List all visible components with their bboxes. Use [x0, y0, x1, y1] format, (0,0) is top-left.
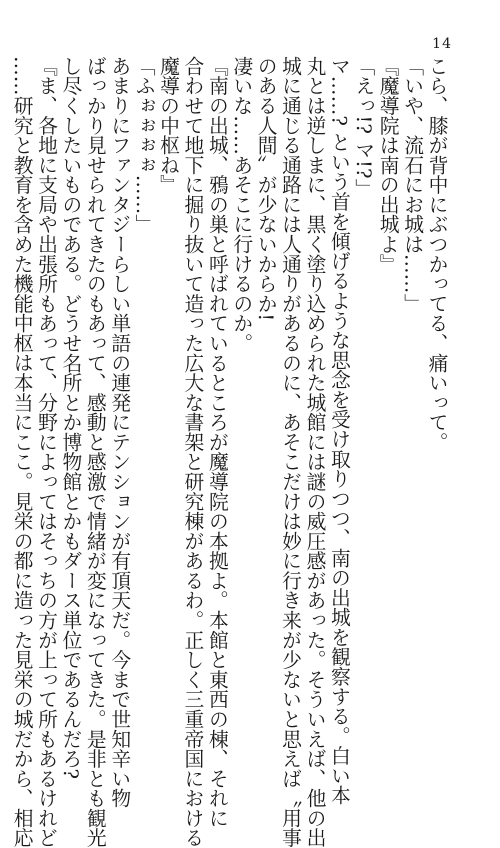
text-line: 『南の出城、鴉の巣と呼ばれているところが魔導院の本拠よ。本館と東西の棟、それに: [205, 56, 229, 828]
text-line: こら、膝が背中にぶつかってる、痛いって。: [425, 56, 448, 452]
text-line: 魔導の中枢ね』: [156, 56, 180, 195]
text-line: 「ふぉぉぉぉ……」: [132, 56, 156, 235]
text-line: 合わせて地下に掘り抜いて造った広大な書架と研究棟があるわ。正しく三重帝国における: [180, 56, 204, 848]
text-line: ……研究と教育を含めた機能中枢は本当にここ。見栄の都に造った見栄の城だから、相応: [10, 56, 34, 848]
text-line: 凄いな……あそこに行けるのか。: [229, 56, 253, 353]
text-line: 「いや、流石にお城は……」: [400, 56, 424, 314]
body-text: [9, 56, 448, 848]
text-line: ばっかり見せられてきたのもあって、感動と感激で情緒が変になってきた。是非とも観光: [83, 56, 107, 848]
text-line: 城に通じる通路には人通りがあるのに、あそこだけは妙に行き来が少ないと思えば〝用事: [278, 56, 302, 848]
text-line: 『ま、各地に支局や出張所もあって、分野によってはそっちの方が上って所もあるけれど: [34, 56, 58, 848]
text-line: し尽くしたいものである。どうせ名所とか博物館とかもダース単位であるんだろ?: [58, 56, 82, 780]
text-line: 「えっ!? マ!?」: [351, 56, 375, 199]
text-line: のある人間〟が少ないからか!: [254, 56, 278, 322]
text-line: 丸とは逆しまに、黒く塗り込められた城館には謎の威圧感があった。そういえば、他の出: [302, 56, 326, 848]
text-line: あまりにファンタジーらしい単語の連発にテンションが有頂天だ。今まで世知辛い物: [107, 56, 131, 809]
text-line: 『魔導院は南の出城よ』: [376, 56, 400, 274]
page-number: 14: [432, 36, 452, 52]
text-line: マ……? という首を傾げるような思念を受け取りつつ、南の出城を観察する。白い本: [327, 56, 351, 806]
